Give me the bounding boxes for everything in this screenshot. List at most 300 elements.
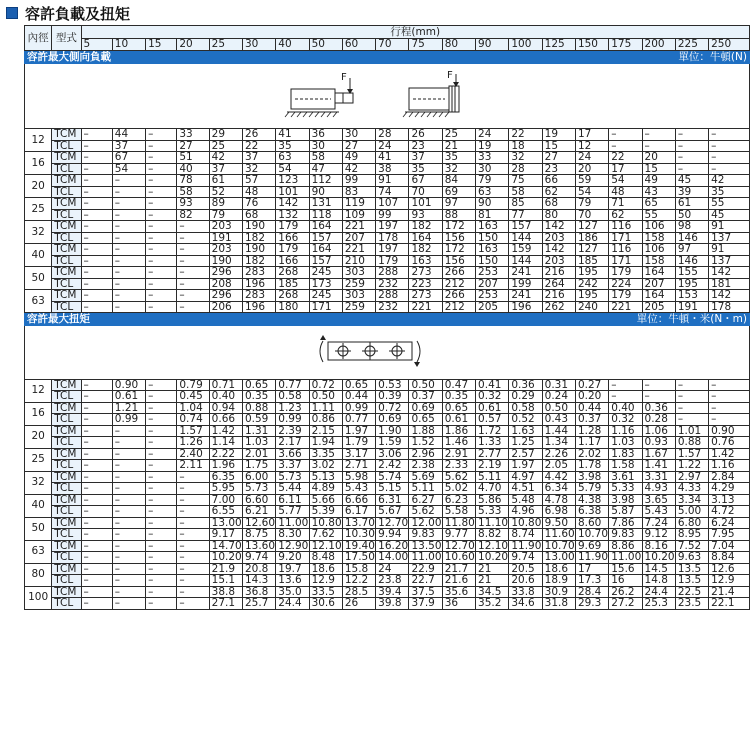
value-cell: 98 (675, 221, 708, 233)
value-cell: 59 (575, 175, 608, 187)
value-cell: 186 (575, 232, 608, 244)
bore-cell: 12 (25, 379, 52, 402)
value-cell: 70 (575, 209, 608, 221)
value-cell: 47 (309, 163, 342, 175)
value-cell: 0.65 (409, 414, 442, 426)
value-cell: – (112, 529, 145, 541)
value-cell: – (146, 494, 177, 506)
bore-header: 內徑 (25, 26, 52, 51)
header-row-1 (25, 26, 750, 39)
torque-row (25, 391, 750, 403)
value-cell: 11.00 (609, 552, 642, 564)
value-cell: – (146, 244, 177, 256)
value-cell: 62 (609, 209, 642, 221)
value-cell: 1.04 (177, 402, 209, 414)
value-cell: 11.00 (409, 552, 442, 564)
value-cell: 0.61 (442, 414, 475, 426)
value-cell: 0.72 (309, 379, 342, 391)
value-cell: 221 (609, 301, 642, 313)
value-cell: 9.83 (609, 529, 642, 541)
load-section-unit: 單位：牛頓(N) (678, 50, 747, 63)
value-cell: – (81, 163, 112, 175)
value-cell: 223 (409, 278, 442, 290)
value-cell: 14.3 (242, 575, 275, 587)
value-cell: 36 (309, 129, 342, 141)
value-cell: – (81, 209, 112, 221)
value-cell: – (112, 437, 145, 449)
value-cell: 5.95 (209, 483, 242, 495)
value-cell: 5.43 (342, 483, 375, 495)
value-cell: 89 (209, 198, 242, 210)
value-cell: 13.00 (542, 552, 575, 564)
torque-row (25, 448, 750, 460)
value-cell: 10.60 (442, 552, 475, 564)
value-cell: 9.83 (409, 529, 442, 541)
value-cell: 197 (376, 221, 409, 233)
value-cell: 127 (575, 244, 608, 256)
page-title-text: 容許負載及扭矩 (25, 4, 131, 23)
value-cell: 0.50 (309, 391, 342, 403)
value-cell: 0.79 (177, 379, 209, 391)
value-cell: 221 (409, 301, 442, 313)
value-cell: 4.29 (709, 483, 750, 495)
value-cell: 5.66 (309, 494, 342, 506)
value-cell: 28.4 (575, 586, 608, 598)
value-cell: 11.80 (442, 517, 475, 529)
model-cell: TCM (52, 290, 81, 302)
value-cell: 77 (509, 209, 542, 221)
value-cell: 26.2 (609, 586, 642, 598)
value-cell: – (146, 460, 177, 472)
value-cell: 157 (309, 255, 342, 267)
value-cell: 245 (309, 290, 342, 302)
value-cell: 171 (609, 255, 642, 267)
stroke-col-header: 50 (309, 39, 342, 51)
model-cell: TCL (52, 598, 81, 610)
torque-row (25, 437, 750, 449)
value-cell: – (146, 278, 177, 290)
torque-row (25, 506, 750, 518)
value-cell: – (112, 517, 145, 529)
value-cell: 79 (209, 209, 242, 221)
value-cell: 19.40 (342, 540, 375, 552)
value-cell: – (177, 563, 209, 575)
stroke-col-header: 100 (509, 39, 542, 51)
value-cell: 171 (609, 232, 642, 244)
value-cell: 2.11 (177, 460, 209, 472)
value-cell: 8.95 (675, 529, 708, 541)
value-cell: 268 (276, 290, 309, 302)
load-row (25, 198, 750, 210)
value-cell: 0.40 (209, 391, 242, 403)
value-cell: 16 (609, 575, 642, 587)
value-cell: 203 (542, 232, 575, 244)
value-cell: 179 (276, 221, 309, 233)
value-cell: 41 (276, 129, 309, 141)
value-cell: 39 (675, 186, 708, 198)
value-cell: 8.60 (575, 517, 608, 529)
value-cell: 65 (642, 198, 675, 210)
stroke-col-header: 75 (409, 39, 442, 51)
value-cell: 0.24 (542, 391, 575, 403)
value-cell: – (112, 563, 145, 575)
load-row (25, 175, 750, 187)
value-cell: – (177, 301, 209, 313)
bore-cell: 50 (25, 517, 52, 540)
model-cell: TCL (52, 163, 81, 175)
value-cell: 10.70 (575, 529, 608, 541)
value-cell: 3.13 (709, 494, 750, 506)
value-cell: 90 (476, 198, 509, 210)
value-cell: – (177, 540, 209, 552)
torque-row (25, 379, 750, 391)
value-cell: – (177, 255, 209, 267)
value-cell: 196 (242, 301, 275, 313)
value-cell: 5.73 (242, 483, 275, 495)
value-cell: 76 (242, 198, 275, 210)
value-cell: 58 (177, 186, 209, 198)
value-cell: 35 (409, 163, 442, 175)
value-cell: 208 (209, 278, 242, 290)
value-cell: 1.03 (609, 437, 642, 449)
bore-cell: 20 (25, 425, 52, 448)
value-cell: 22.7 (409, 575, 442, 587)
torque-section-title: 容許最大扭矩 (27, 313, 90, 325)
load-row (25, 186, 750, 198)
model-cell: TCL (52, 209, 81, 221)
value-cell: 21.4 (709, 586, 750, 598)
value-cell: 41 (376, 152, 409, 164)
model-cell: TCL (52, 529, 81, 541)
value-cell: 85 (509, 198, 542, 210)
value-cell: 12.2 (342, 575, 375, 587)
value-cell: 156 (442, 232, 475, 244)
load-row (25, 209, 750, 221)
value-cell: 283 (242, 290, 275, 302)
value-cell: 5.15 (376, 483, 409, 495)
value-cell: 17.50 (342, 552, 375, 564)
value-cell: 268 (276, 267, 309, 279)
value-cell: 6.60 (242, 494, 275, 506)
value-cell: – (609, 391, 642, 403)
value-cell: 1.16 (609, 425, 642, 437)
torque-row (25, 402, 750, 414)
value-cell: – (177, 575, 209, 587)
value-cell: 75 (509, 175, 542, 187)
value-cell: – (146, 163, 177, 175)
load-row (25, 244, 750, 256)
value-cell: 90 (309, 186, 342, 198)
value-cell: 150 (476, 232, 509, 244)
value-cell: – (177, 494, 209, 506)
value-cell: 24 (575, 152, 608, 164)
value-cell: 288 (376, 267, 409, 279)
stroke-col-header: 30 (242, 39, 275, 51)
value-cell: – (146, 448, 177, 460)
stroke-col-header: 200 (642, 39, 675, 51)
value-cell: – (177, 290, 209, 302)
value-cell: 8.16 (642, 540, 675, 552)
value-cell: 166 (276, 232, 309, 244)
value-cell: – (177, 278, 209, 290)
value-cell: 15.6 (609, 563, 642, 575)
value-cell: 2.97 (675, 471, 708, 483)
value-cell: 37 (409, 152, 442, 164)
torque-row (25, 460, 750, 472)
value-cell: 1.75 (242, 460, 275, 472)
value-cell: – (81, 129, 112, 141)
value-cell: 224 (609, 278, 642, 290)
value-cell: 97 (442, 198, 475, 210)
value-cell: 4.72 (709, 506, 750, 518)
value-cell: – (146, 425, 177, 437)
value-cell: – (709, 391, 750, 403)
model-cell: TCM (52, 425, 81, 437)
value-cell: 42 (209, 152, 242, 164)
value-cell: 0.57 (476, 414, 509, 426)
value-cell: 206 (209, 301, 242, 313)
value-cell: 296 (209, 290, 242, 302)
value-cell: – (177, 221, 209, 233)
bore-cell: 63 (25, 540, 52, 563)
value-cell: 0.28 (642, 414, 675, 426)
value-cell: 13.60 (242, 540, 275, 552)
value-cell: – (146, 152, 177, 164)
load-row (25, 152, 750, 164)
value-cell: 35 (709, 186, 750, 198)
value-cell: 35.6 (442, 586, 475, 598)
value-cell: 20.5 (509, 563, 542, 575)
value-cell: 14.8 (642, 575, 675, 587)
bore-cell: 80 (25, 563, 52, 586)
stroke-col-header: 125 (542, 39, 575, 51)
value-cell: 118 (309, 209, 342, 221)
value-cell: 6.55 (209, 506, 242, 518)
value-cell: – (146, 140, 177, 152)
value-cell: 288 (376, 290, 409, 302)
stroke-col-header: 250 (709, 39, 750, 51)
value-cell: 67 (112, 152, 145, 164)
value-cell: 79 (575, 198, 608, 210)
value-cell: 137 (709, 255, 750, 267)
value-cell: 20.8 (242, 563, 275, 575)
value-cell: 13.5 (675, 575, 708, 587)
value-cell: 146 (675, 255, 708, 267)
value-cell: 28.5 (342, 586, 375, 598)
stroke-col-header: 10 (112, 39, 145, 51)
value-cell: 13.00 (209, 517, 242, 529)
value-cell: 43 (642, 186, 675, 198)
value-cell: 106 (642, 221, 675, 233)
value-cell: 3.61 (609, 471, 642, 483)
value-cell: – (81, 540, 112, 552)
value-cell: 18.6 (542, 563, 575, 575)
model-cell: TCL (52, 186, 81, 198)
stroke-col-header: 20 (177, 39, 209, 51)
value-cell: 5.73 (276, 471, 309, 483)
bore-cell: 32 (25, 221, 52, 244)
value-cell: 1.28 (575, 425, 608, 437)
value-cell: 1.42 (709, 448, 750, 460)
value-cell: 172 (442, 244, 475, 256)
value-cell: 163 (476, 244, 509, 256)
value-cell: 163 (409, 255, 442, 267)
torque-diagram-row (25, 326, 750, 380)
value-cell: 119 (342, 198, 375, 210)
value-cell: 17 (609, 163, 642, 175)
value-cell: – (81, 506, 112, 518)
value-cell: 1.94 (309, 437, 342, 449)
value-cell: – (81, 448, 112, 460)
value-cell: 9.12 (642, 529, 675, 541)
value-cell: 67 (409, 175, 442, 187)
value-cell: 58 (309, 152, 342, 164)
value-cell: 6.31 (376, 494, 409, 506)
torque-row (25, 598, 750, 610)
value-cell: – (146, 529, 177, 541)
value-cell: – (146, 209, 177, 221)
value-cell: 29 (209, 129, 242, 141)
value-cell: 32 (442, 163, 475, 175)
value-cell: 99 (376, 209, 409, 221)
value-cell: – (709, 129, 750, 141)
value-cell: 5.33 (476, 506, 509, 518)
value-cell: – (146, 301, 177, 313)
bore-cell: 63 (25, 290, 52, 313)
value-cell: 150 (476, 255, 509, 267)
value-cell: – (675, 402, 708, 414)
value-cell: 4.33 (675, 483, 708, 495)
value-cell: 0.59 (242, 414, 275, 426)
value-cell: 28 (376, 129, 409, 141)
value-cell: 0.65 (242, 379, 275, 391)
stroke-col-header: 80 (442, 39, 475, 51)
value-cell: 12.60 (242, 517, 275, 529)
value-cell: 242 (575, 278, 608, 290)
value-cell: 26 (342, 598, 375, 610)
value-cell: 0.94 (209, 402, 242, 414)
value-cell: 61 (209, 175, 242, 187)
value-cell: 12.9 (309, 575, 342, 587)
value-cell: 303 (342, 267, 375, 279)
value-cell: 21 (476, 575, 509, 587)
value-cell: 8.75 (242, 529, 275, 541)
value-cell: 207 (642, 278, 675, 290)
value-cell: – (81, 278, 112, 290)
value-cell: 91 (376, 175, 409, 187)
value-cell: – (146, 598, 177, 610)
value-cell: 6.98 (542, 506, 575, 518)
value-cell: 1.96 (209, 460, 242, 472)
value-cell: – (177, 529, 209, 541)
value-cell: 5.33 (609, 483, 642, 495)
value-cell: 30 (476, 163, 509, 175)
value-cell: 146 (675, 232, 708, 244)
value-cell: 1.59 (376, 437, 409, 449)
value-cell: 57 (242, 175, 275, 187)
value-cell: 1.41 (642, 460, 675, 472)
value-cell: 212 (442, 278, 475, 290)
value-cell: – (709, 379, 750, 391)
value-cell: 32 (242, 163, 275, 175)
model-cell: TCM (52, 152, 81, 164)
value-cell: – (81, 140, 112, 152)
value-cell: 29.3 (575, 598, 608, 610)
value-cell: 0.41 (476, 379, 509, 391)
value-cell: 23 (409, 140, 442, 152)
value-cell: 2.26 (542, 448, 575, 460)
value-cell: 38 (376, 163, 409, 175)
value-cell: – (81, 152, 112, 164)
value-cell: 0.71 (209, 379, 242, 391)
value-cell: 144 (509, 232, 542, 244)
value-cell: 1.17 (575, 437, 608, 449)
value-cell: 1.58 (609, 460, 642, 472)
value-cell: 1.25 (509, 437, 542, 449)
value-cell: 11.90 (575, 552, 608, 564)
model-cell: TCL (52, 278, 81, 290)
value-cell: 15.8 (342, 563, 375, 575)
value-cell: 10.20 (209, 552, 242, 564)
value-cell: 55 (642, 209, 675, 221)
bore-cell: 100 (25, 586, 52, 609)
value-cell: 5.43 (642, 506, 675, 518)
value-cell: 21 (476, 563, 509, 575)
value-cell: 0.65 (342, 379, 375, 391)
value-cell: 6.80 (675, 517, 708, 529)
load-row (25, 267, 750, 279)
value-cell: 2.39 (276, 425, 309, 437)
value-cell: – (81, 529, 112, 541)
value-cell: 7.00 (209, 494, 242, 506)
value-cell: – (146, 402, 177, 414)
value-cell: 1.86 (442, 425, 475, 437)
model-cell: TCL (52, 437, 81, 449)
value-cell: 142 (542, 244, 575, 256)
value-cell: – (81, 391, 112, 403)
value-cell: 185 (276, 278, 309, 290)
value-cell: 4.93 (642, 483, 675, 495)
value-cell: 5.79 (575, 483, 608, 495)
value-cell: 37 (209, 163, 242, 175)
value-cell: 144 (509, 255, 542, 267)
value-cell: 80 (542, 209, 575, 221)
value-cell: 30.6 (309, 598, 342, 610)
value-cell: 1.11 (309, 402, 342, 414)
load-row (25, 140, 750, 152)
value-cell: – (81, 483, 112, 495)
value-cell: 82 (177, 209, 209, 221)
value-cell: 185 (575, 255, 608, 267)
value-cell: 123 (276, 175, 309, 187)
value-cell: – (675, 129, 708, 141)
value-cell: 2.42 (376, 460, 409, 472)
value-cell: 3.34 (675, 494, 708, 506)
value-cell: 3.65 (642, 494, 675, 506)
value-cell: – (709, 140, 750, 152)
value-cell: 5.39 (309, 506, 342, 518)
bore-cell: 40 (25, 494, 52, 517)
value-cell: 6.34 (542, 483, 575, 495)
value-cell: 22.1 (709, 598, 750, 610)
value-cell: 49 (342, 152, 375, 164)
value-cell: 3.98 (575, 471, 608, 483)
bore-cell: 16 (25, 402, 52, 425)
value-cell: 232 (376, 278, 409, 290)
value-cell: 10.80 (509, 517, 542, 529)
value-cell: 0.58 (276, 391, 309, 403)
value-cell: 1.97 (509, 460, 542, 472)
